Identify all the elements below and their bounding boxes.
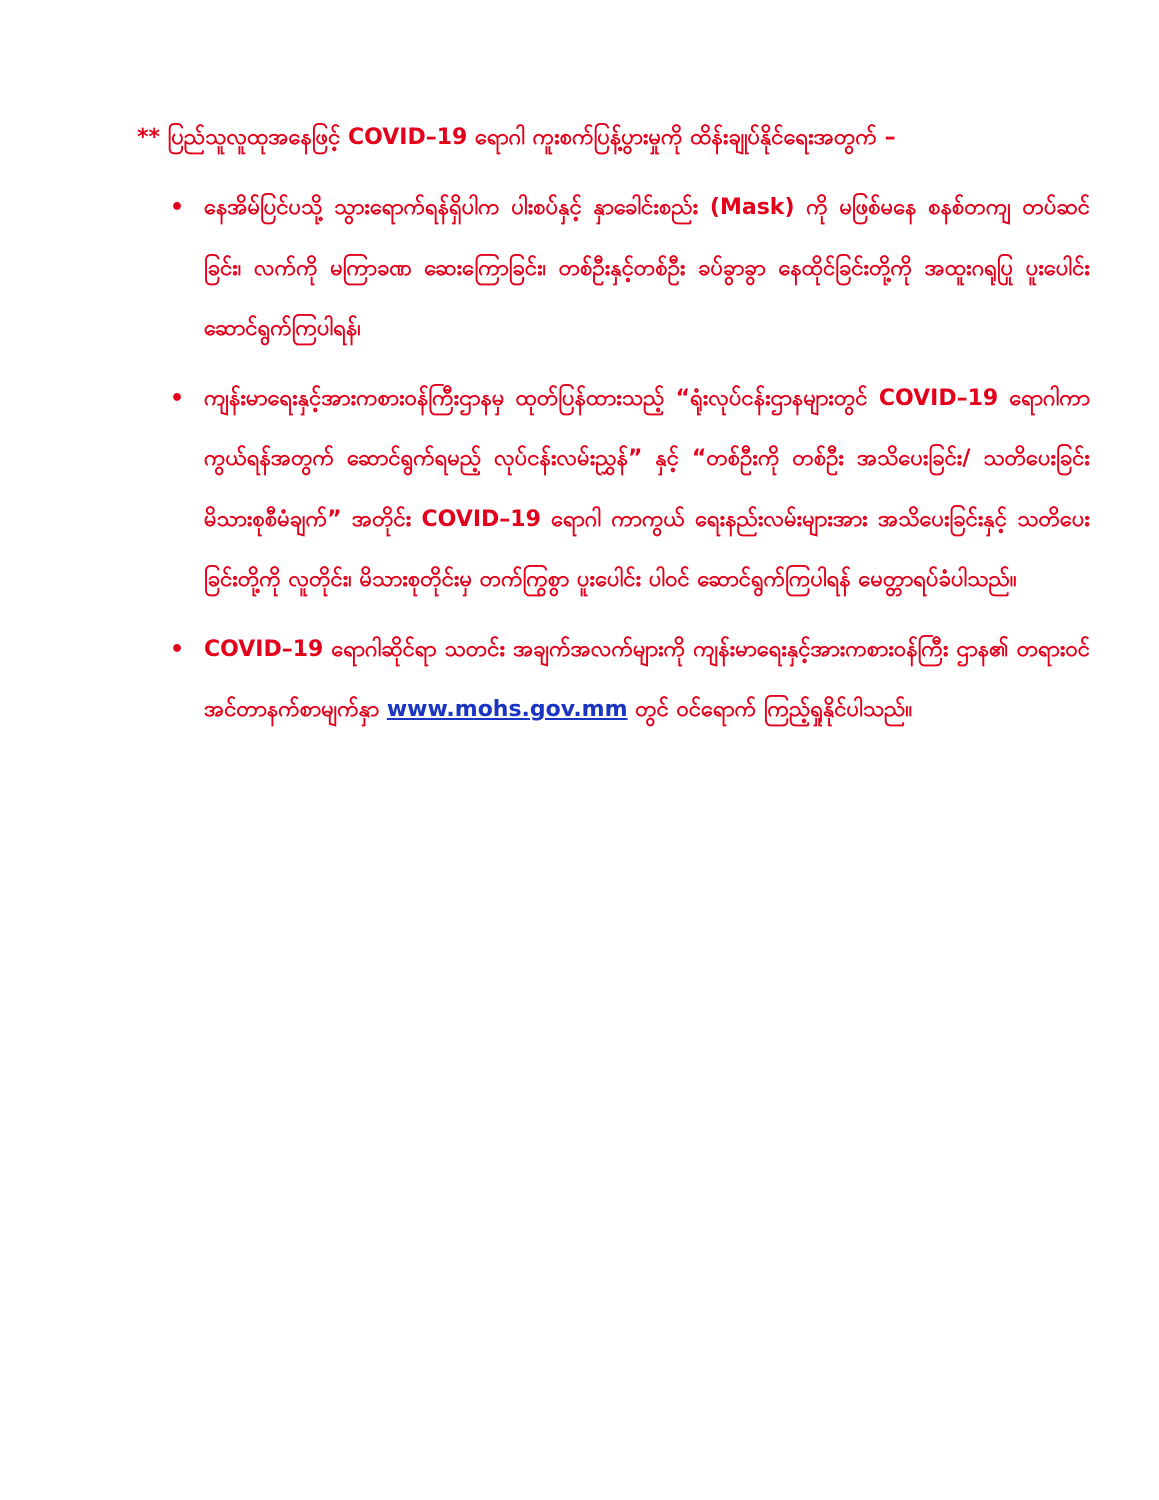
bullet-icon: • [170,385,185,411]
bullet-item-guidelines [170,369,1090,611]
bullet-text-after-link: တွင် ဝင်ရောက် ကြည့်ရှုနိုင်ပါသည်။ [627,697,913,722]
bullet-icon: • [170,636,185,662]
bullet-text-before-link: COVID–19 ရောဂါဆိုင်ရာ သတင်း အချက်အလက်များကို ကျန်းမာရေးနှင့်အားကစားဝန်ကြီး ဌာန၏ တရားဝင်အင်တာနက်စာမျက်နှာ [204,636,1090,722]
bullet-text: ကျန်းမာရေးနှင့်အားကစားဝန်ကြီးဌာနမှ ထုတ်ပြန်ထားသည့် “ရုံးလုပ်ငန်းဌာနများတွင် COVID–19 ရောဂါကာကွယ်ရန်အတွက် ဆောင်ရွက်ရမည့် လုပ်ငန်းလမ်းညွှန်” နှင့် “တစ်ဦးကို တစ်ဦး အသိပေးခြင်း/ သတိပေးခြင်း မိသားစုစီမံချက်” အတိုင်း COVID–19 ရောဂါ ကာကွယ် ရေးနည်းလမ်းများအား အသိပေးခြင်းနှင့် သတိပေးခြင်းတို့ကို လူတိုင်း၊ မိသားစုတိုင်းမှ တက်ကြွစွာ ပူးပေါင်း ပါဝင် ဆောင်ရွက်ကြပါရန် မေတ္တာရပ်ခံပါသည်။ [204,385,1090,592]
heading-text: ** ပြည်သူလူထုအနေဖြင့် COVID–19 ရောဂါ ကူးစက်ပြန့်ပွားမှုကို ထိန်းချုပ်နိုင်ရေးအတွက် – [137,125,896,150]
bullet-item-mask [170,178,1090,360]
mohs-website-link[interactable]: www.mohs.gov.mm [386,697,628,722]
bullet-item-website [170,620,1090,741]
bullet-icon: • [170,195,185,220]
bullet-list [170,178,1090,750]
bullet-text: နေအိမ်ပြင်ပသို့ သွားရောက်ရန်ရှိပါက ပါးစပ်နှင့် နှာခေါင်းစည်း (Mask) ကို မဖြစ်မနေ စနစ်တကျ တပ်ဆင်ခြင်း၊ လက်ကို မကြာခဏ ဆေးကြောခြင်း၊ တစ်ဦးနှင့်တစ်ဦး ခပ်ခွာခွာ နေထိုင်ခြင်းတို့ကို အထူးဂရုပြု ပူးပေါင်းဆောင်ရွက်ကြပါရန်၊ [204,195,1090,341]
